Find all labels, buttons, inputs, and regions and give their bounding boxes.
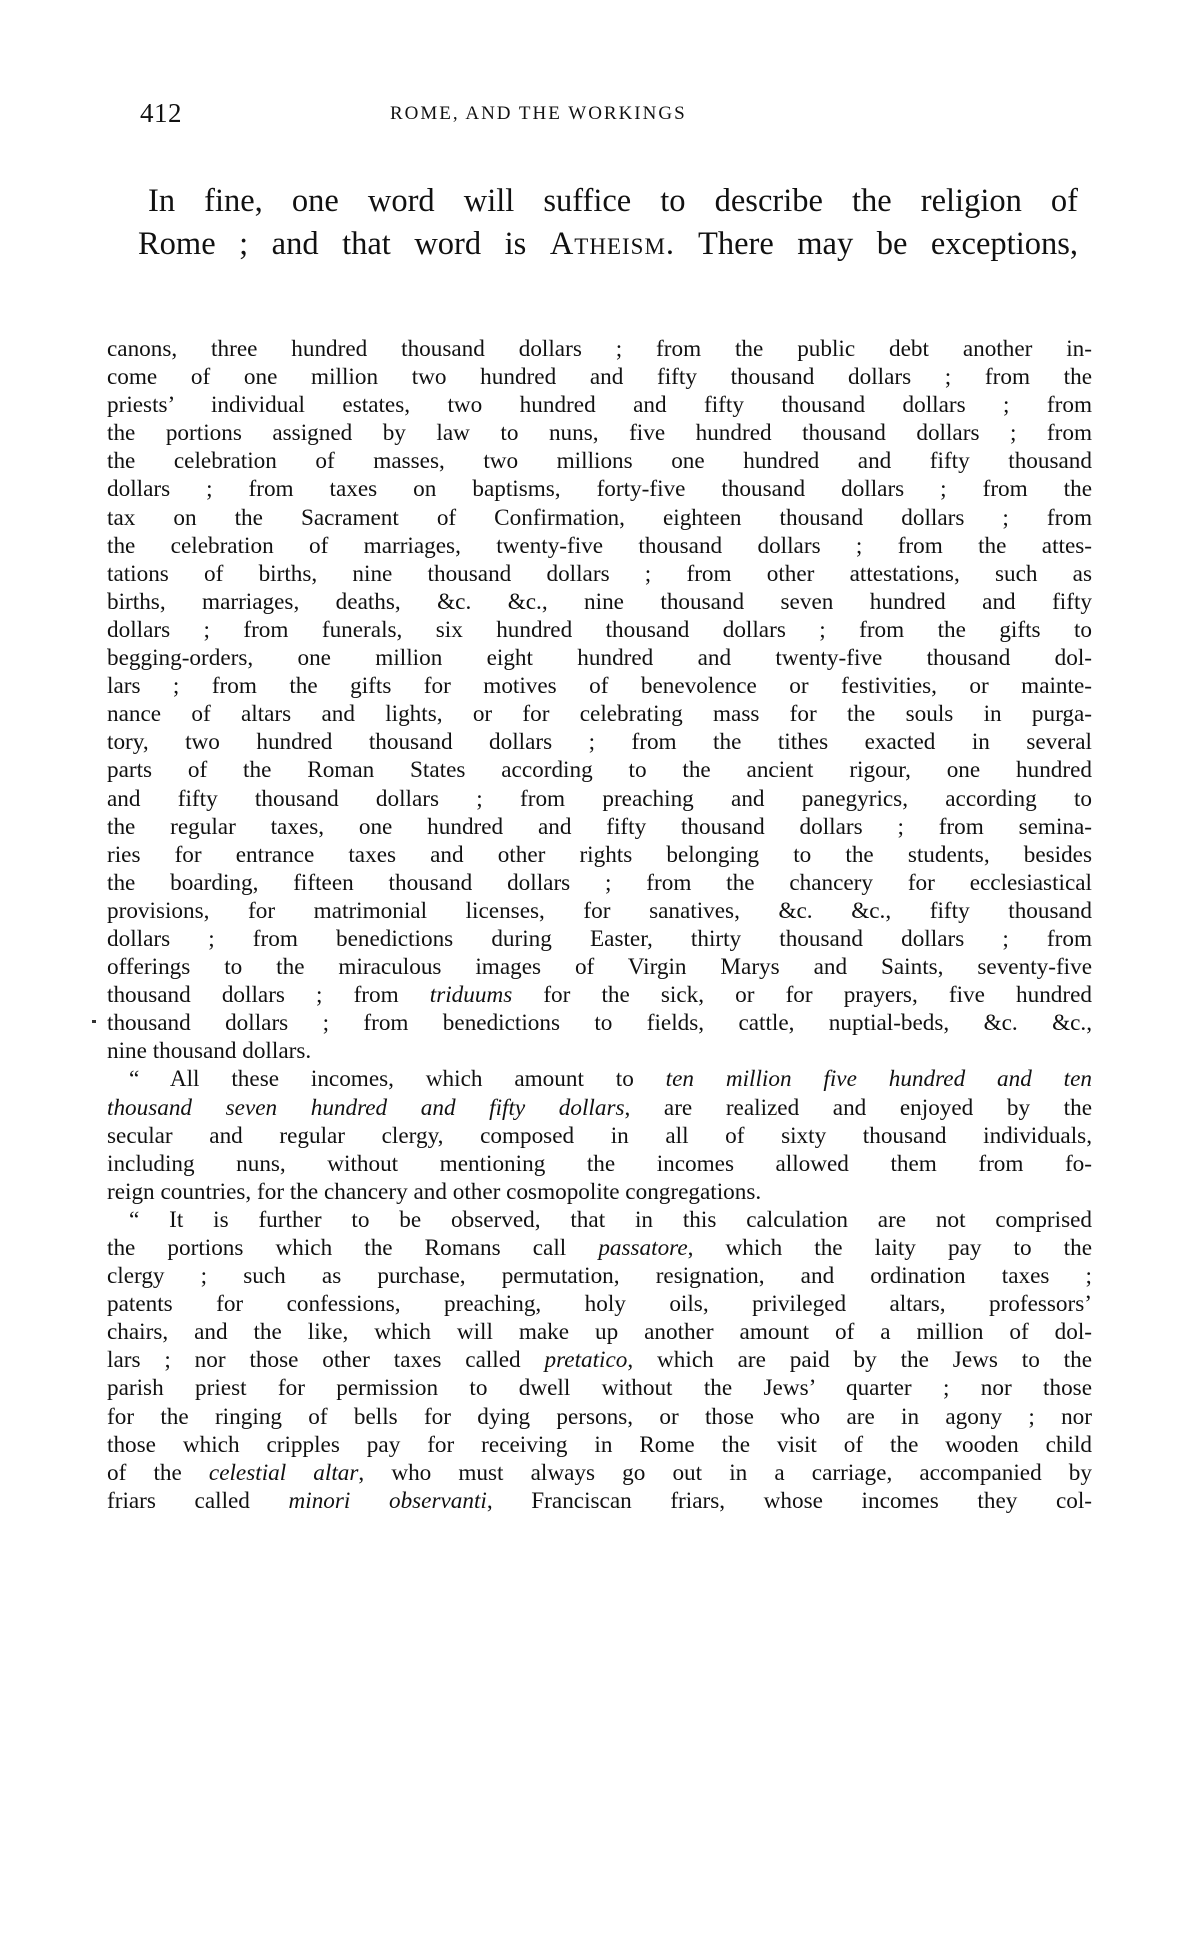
text-line: including nuns, without mentioning the incomes allowed them from fo- <box>107 1150 1092 1177</box>
text-line: reign countries, for the chancery and other cosmopolite congregations. <box>107 1178 762 1205</box>
text-run: There may be exceptions, <box>675 226 1078 262</box>
italic-term: pretatico <box>544 1347 628 1374</box>
text-line: for the ringing of bells for dying persons, or those who are in agony ; nor <box>107 1403 1092 1430</box>
text-line <box>107 1094 1092 1122</box>
text-line: come of one million two hundred and fifty thousand dollars ; from the <box>107 364 1092 391</box>
text-line: provisions, for matrimonial licenses, for sanatives, &c. &c., fifty thousand <box>107 897 1092 924</box>
text-line <box>107 1346 1092 1374</box>
intro-line: In fine, one word will suffice to describe the religion of <box>148 183 1078 219</box>
text-line: dollars ; from benedictions during Easter, thirty thousand dollars ; from <box>107 925 1092 952</box>
text-line <box>107 981 1092 1009</box>
text-line: nance of altars and lights, or for celebrating mass for the souls in purga- <box>107 701 1092 728</box>
text-line: dollars ; from funerals, six hundred thousand dollars ; from the gifts to <box>107 616 1092 643</box>
text-run: , which the laity pay to the <box>687 1235 1092 1261</box>
print-artifact <box>92 1020 96 1023</box>
text-line: nine thousand dollars. <box>107 1038 312 1065</box>
text-line: tory, two hundred thousand dollars ; from the tithes exacted in several <box>107 729 1092 756</box>
text-line: the regular taxes, one hundred and fifty thousand dollars ; from semina- <box>107 813 1092 840</box>
text-line <box>107 1459 1092 1487</box>
text-line: canons, three hundred thousand dollars ; from the public debt another in- <box>107 336 1092 362</box>
text-line: parish priest for permission to dwell without the Jews’ quarter ; nor those <box>107 1375 1092 1402</box>
text-run: thousand dollars ; from <box>107 982 430 1009</box>
text-run: Rome ; and that word is <box>138 226 550 262</box>
text-line: lars ; from the gifts for motives of benevolence or festivities, or mainte- <box>107 673 1092 700</box>
text-run: , are realized and enjoyed by the <box>624 1094 1092 1121</box>
text-line: tax on the Sacrament of Confirmation, eighteen thousand dollars ; from <box>107 504 1092 531</box>
italic-amount: thousand seven hundred and fifty dollars <box>107 1094 625 1121</box>
text-line <box>107 1487 1092 1515</box>
text-line: tations of births, nine thousand dollars ; from other attestations, such as <box>107 560 1092 587</box>
text-line <box>107 1065 1092 1093</box>
italic-term: passatore <box>598 1235 688 1261</box>
intro-paragraph <box>138 180 1078 266</box>
text-run: “ All these incomes, which amount to <box>129 1066 666 1093</box>
text-line: the portions assigned by law to nuns, five hundred thousand dollars ; from <box>107 420 1092 447</box>
text-line: patents for confessions, preaching, holy oils, privileged altars, professors’ <box>107 1291 1092 1318</box>
text-run: the portions which the Romans call <box>107 1235 599 1261</box>
italic-term: celestial altar <box>208 1459 359 1486</box>
intro-line <box>138 223 1078 266</box>
text-run: lars ; nor those other taxes called <box>107 1347 545 1374</box>
text-line: the celebration of marriages, twenty-five thousand dollars ; from the attes- <box>107 532 1092 559</box>
text-line: ries for entrance taxes and other rights belonging to the students, besides <box>107 841 1092 868</box>
text-line: secular and regular clergy, composed in all of sixty thousand individuals, <box>107 1122 1092 1149</box>
text-line: the boarding, fifteen thousand dollars ; from the chancery for ecclesiastical <box>107 869 1092 896</box>
text-line: and fifty thousand dollars ; from preaching and panegyrics, according to <box>107 785 1092 812</box>
italic-term: triduums <box>429 982 513 1009</box>
text-line: parts of the Roman States according to the ancient rigour, one hundred <box>107 757 1092 784</box>
italic-term: minori observanti <box>288 1487 487 1514</box>
text-line: those which cripples pay for receiving in Rome the visit of the wooden child <box>107 1431 1092 1458</box>
text-line: “ It is further to be observed, that in this calculation are not comprised <box>129 1206 1092 1233</box>
text-run: friars called <box>107 1487 289 1514</box>
text-run: , Franciscan friars, whose incomes they col- <box>486 1487 1093 1514</box>
italic-amount: ten million five hundred and ten <box>665 1066 1093 1093</box>
text-line: births, marriages, deaths, &c. &c., nine thousand seven hundred and fifty <box>107 588 1092 615</box>
text-run: of the <box>107 1459 209 1486</box>
text-run: , which are paid by the Jews to the <box>627 1347 1092 1374</box>
quoted-body-text <box>107 335 1092 1515</box>
text-line <box>107 1234 1092 1262</box>
text-run: , who must always go out in a carriage, accompanied by <box>358 1459 1092 1486</box>
text-line: the celebration of masses, two millions one hundred and fifty thousand <box>107 448 1092 475</box>
text-line: priests’ individual estates, two hundred and fifty thousand dollars ; from <box>107 392 1092 419</box>
text-line: clergy ; such as purchase, permutation, resignation, and ordination taxes ; <box>107 1263 1092 1290</box>
emphasis-atheism: Atheism. <box>549 226 676 262</box>
page-number: 412 <box>140 98 182 128</box>
text-line: offerings to the miraculous images of Virgin Marys and Saints, seventy-five <box>107 954 1092 981</box>
text-line: chairs, and the like, which will make up another amount of a million of dol- <box>107 1319 1092 1346</box>
text-run: for the sick, or for prayers, five hundred <box>512 982 1092 1009</box>
running-head: ROME, AND THE WORKINGS <box>390 103 687 124</box>
text-line: dollars ; from taxes on baptisms, forty-five thousand dollars ; from the <box>107 476 1092 503</box>
text-line: begging-orders, one million eight hundred and twenty-five thousand dol- <box>107 645 1092 672</box>
text-line: thousand dollars ; from benedictions to fields, cattle, nuptial-beds, &c. &c., <box>107 1010 1092 1037</box>
